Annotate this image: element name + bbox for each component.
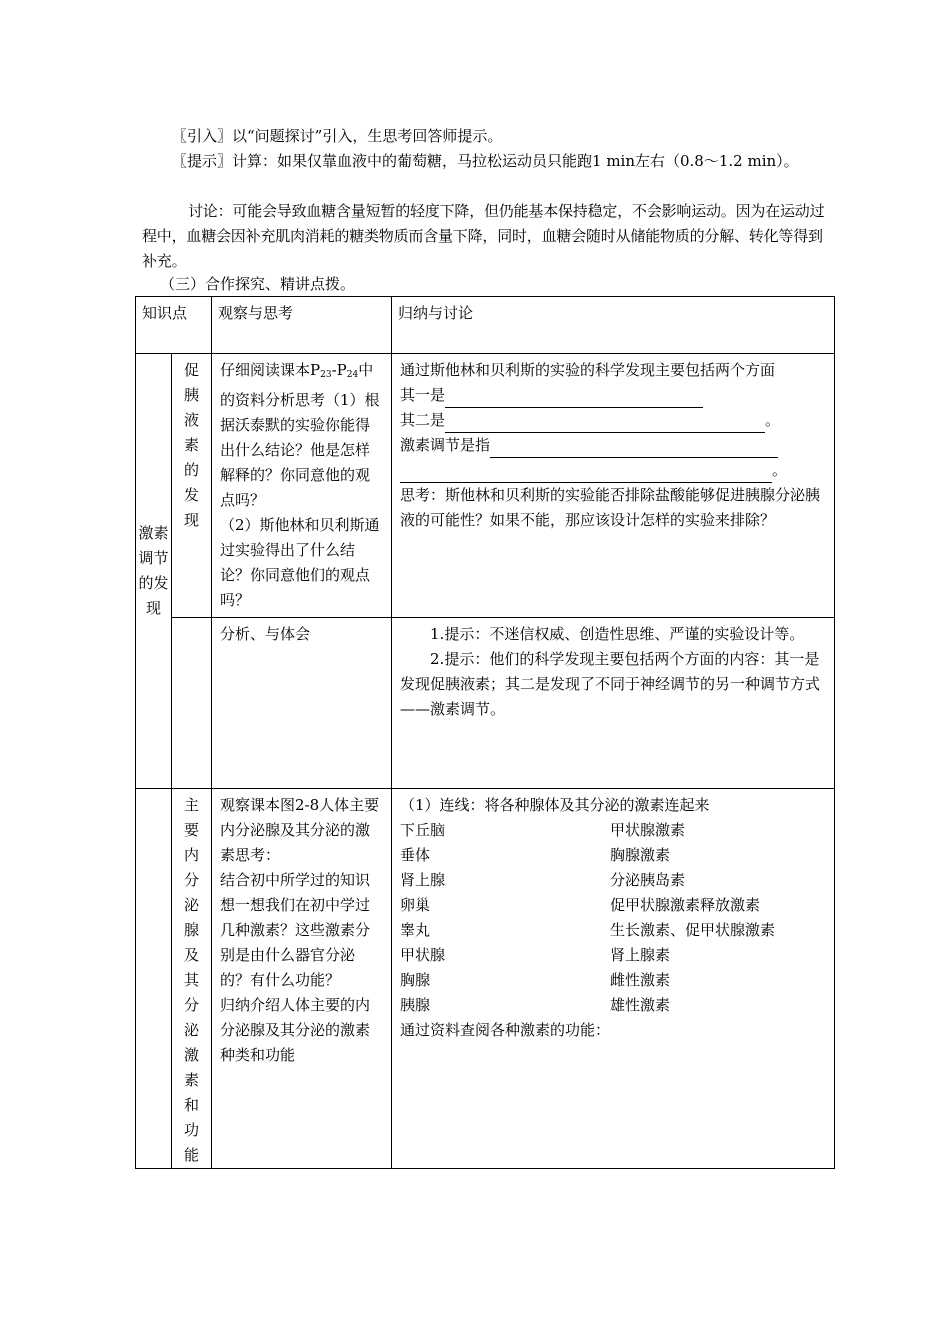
list-item: 甲状腺 肾上腺素 [400,946,671,964]
blank-line[interactable] [445,389,703,408]
list-item: 胸腺 雌性激素 [400,971,671,989]
summary-secretin: 通过斯他林和贝利斯的实验的科学发现主要包括两个方面 其一是 其二是 。 激素调节是指 。 思考：斯他林和贝利斯的实验能否排除盐酸能够促进胰腺分泌胰液的可能性？如果不能，那应该设计怎样的实验来排除？ [392,354,835,618]
list-item: 垂体 胸腺激素 [400,846,671,864]
summary-glands: （1）连线：将各种腺体及其分泌的激素连起来 下丘脑 甲状腺激素 垂体 胸腺激素 肾上腺 分泌胰岛素 卵巢 促甲状腺激素释放激素 睾丸 生长激素、促甲状腺激素 甲状腺 肾上腺素 胸腺 雌性激素 胰腺 雄性激素 通过资料查阅各种激素的功能： [392,789,835,1169]
observe-secretin: 仔细阅读课本$P_{23}-P_{24}$中的资料分析思考（1）根据沃泰默的实验你能得出什么结论？他是怎样解释的？你同意他的观点吗？ （2）斯他林和贝利斯通过实验得出了什么结论？你同意他们的观点吗？ [212,354,392,618]
list-item: 下丘脑 甲状腺激素 [400,821,686,839]
blank-line[interactable] [445,414,765,433]
list-item: 肾上腺 分泌胰岛素 [400,871,686,889]
section-label-empty [136,789,172,1169]
list-item: 胰腺 雄性激素 [400,996,671,1014]
list-item: 睾丸 生长激素、促甲状腺激素 [400,921,776,939]
section-heading: （三）合作探究、精讲点拨。 [160,275,356,293]
list-item: 卵巢 促甲状腺激素释放激素 [400,896,761,914]
observe-glands: 观察课本图2-8人体主要内分泌腺及其分泌的激素思考： 结合初中所学过的知识想一想我们在初中学过几种激素？这些激素分别是由什么器官分泌的？有什么功能？ 归纳介绍人体主要的内分泌腺及其分泌的激素种类和功能 [212,789,392,1169]
table-row-secretin [136,354,835,618]
header-summary-discuss: 归纳与讨论 [392,297,835,354]
summary-analysis: 1.提示：不迷信权威、创造性思维、严谨的实验设计等。 2.提示：他们的科学发现主要包括两个方面的内容：其一是发现促胰液素；其二是发现了不同于神经调节的另一种调节方式——激素调节。 [392,618,835,789]
blank-line[interactable] [490,439,778,458]
topic-secretin: 促 胰 液 素 的 发 现 [172,354,212,618]
knowledge-table [135,296,835,1169]
observe-analysis: 分析、与体会 [212,618,392,789]
blank-line[interactable] [400,464,772,483]
topic-empty [172,618,212,789]
header-observe-think: 观察与思考 [212,297,392,354]
table-row-analysis [136,618,835,789]
table-header-row [136,297,835,354]
intro-paragraph-3: 讨论：可能会导致血糖含量短暂的轻度下降，但仍能基本保持稳定，不会影响运动。因为在运动过程中，血糖会因补充肌肉消耗的糖类物质而含量下降，同时，血糖会随时从储能物质的分解、转化等得到补充。 [142,202,825,270]
intro-paragraph-2: 〖提示〗计算：如果仅靠血液中的葡萄糖，马拉松运动员只能跑1 min左右（0.8～1.2 min）。 [172,152,799,170]
table-row-glands [136,789,835,1169]
section-label: 激素调节的发现 [136,354,172,789]
header-knowledge-point: 知识点 [136,297,212,354]
topic-glands: 主 要 内 分 泌 腺 及 其 分 泌 激 素 和 功 能 [172,789,212,1169]
intro-paragraph-1: 〖引入〗以“问题探讨”引入，生思考回答师提示。 [172,127,503,145]
